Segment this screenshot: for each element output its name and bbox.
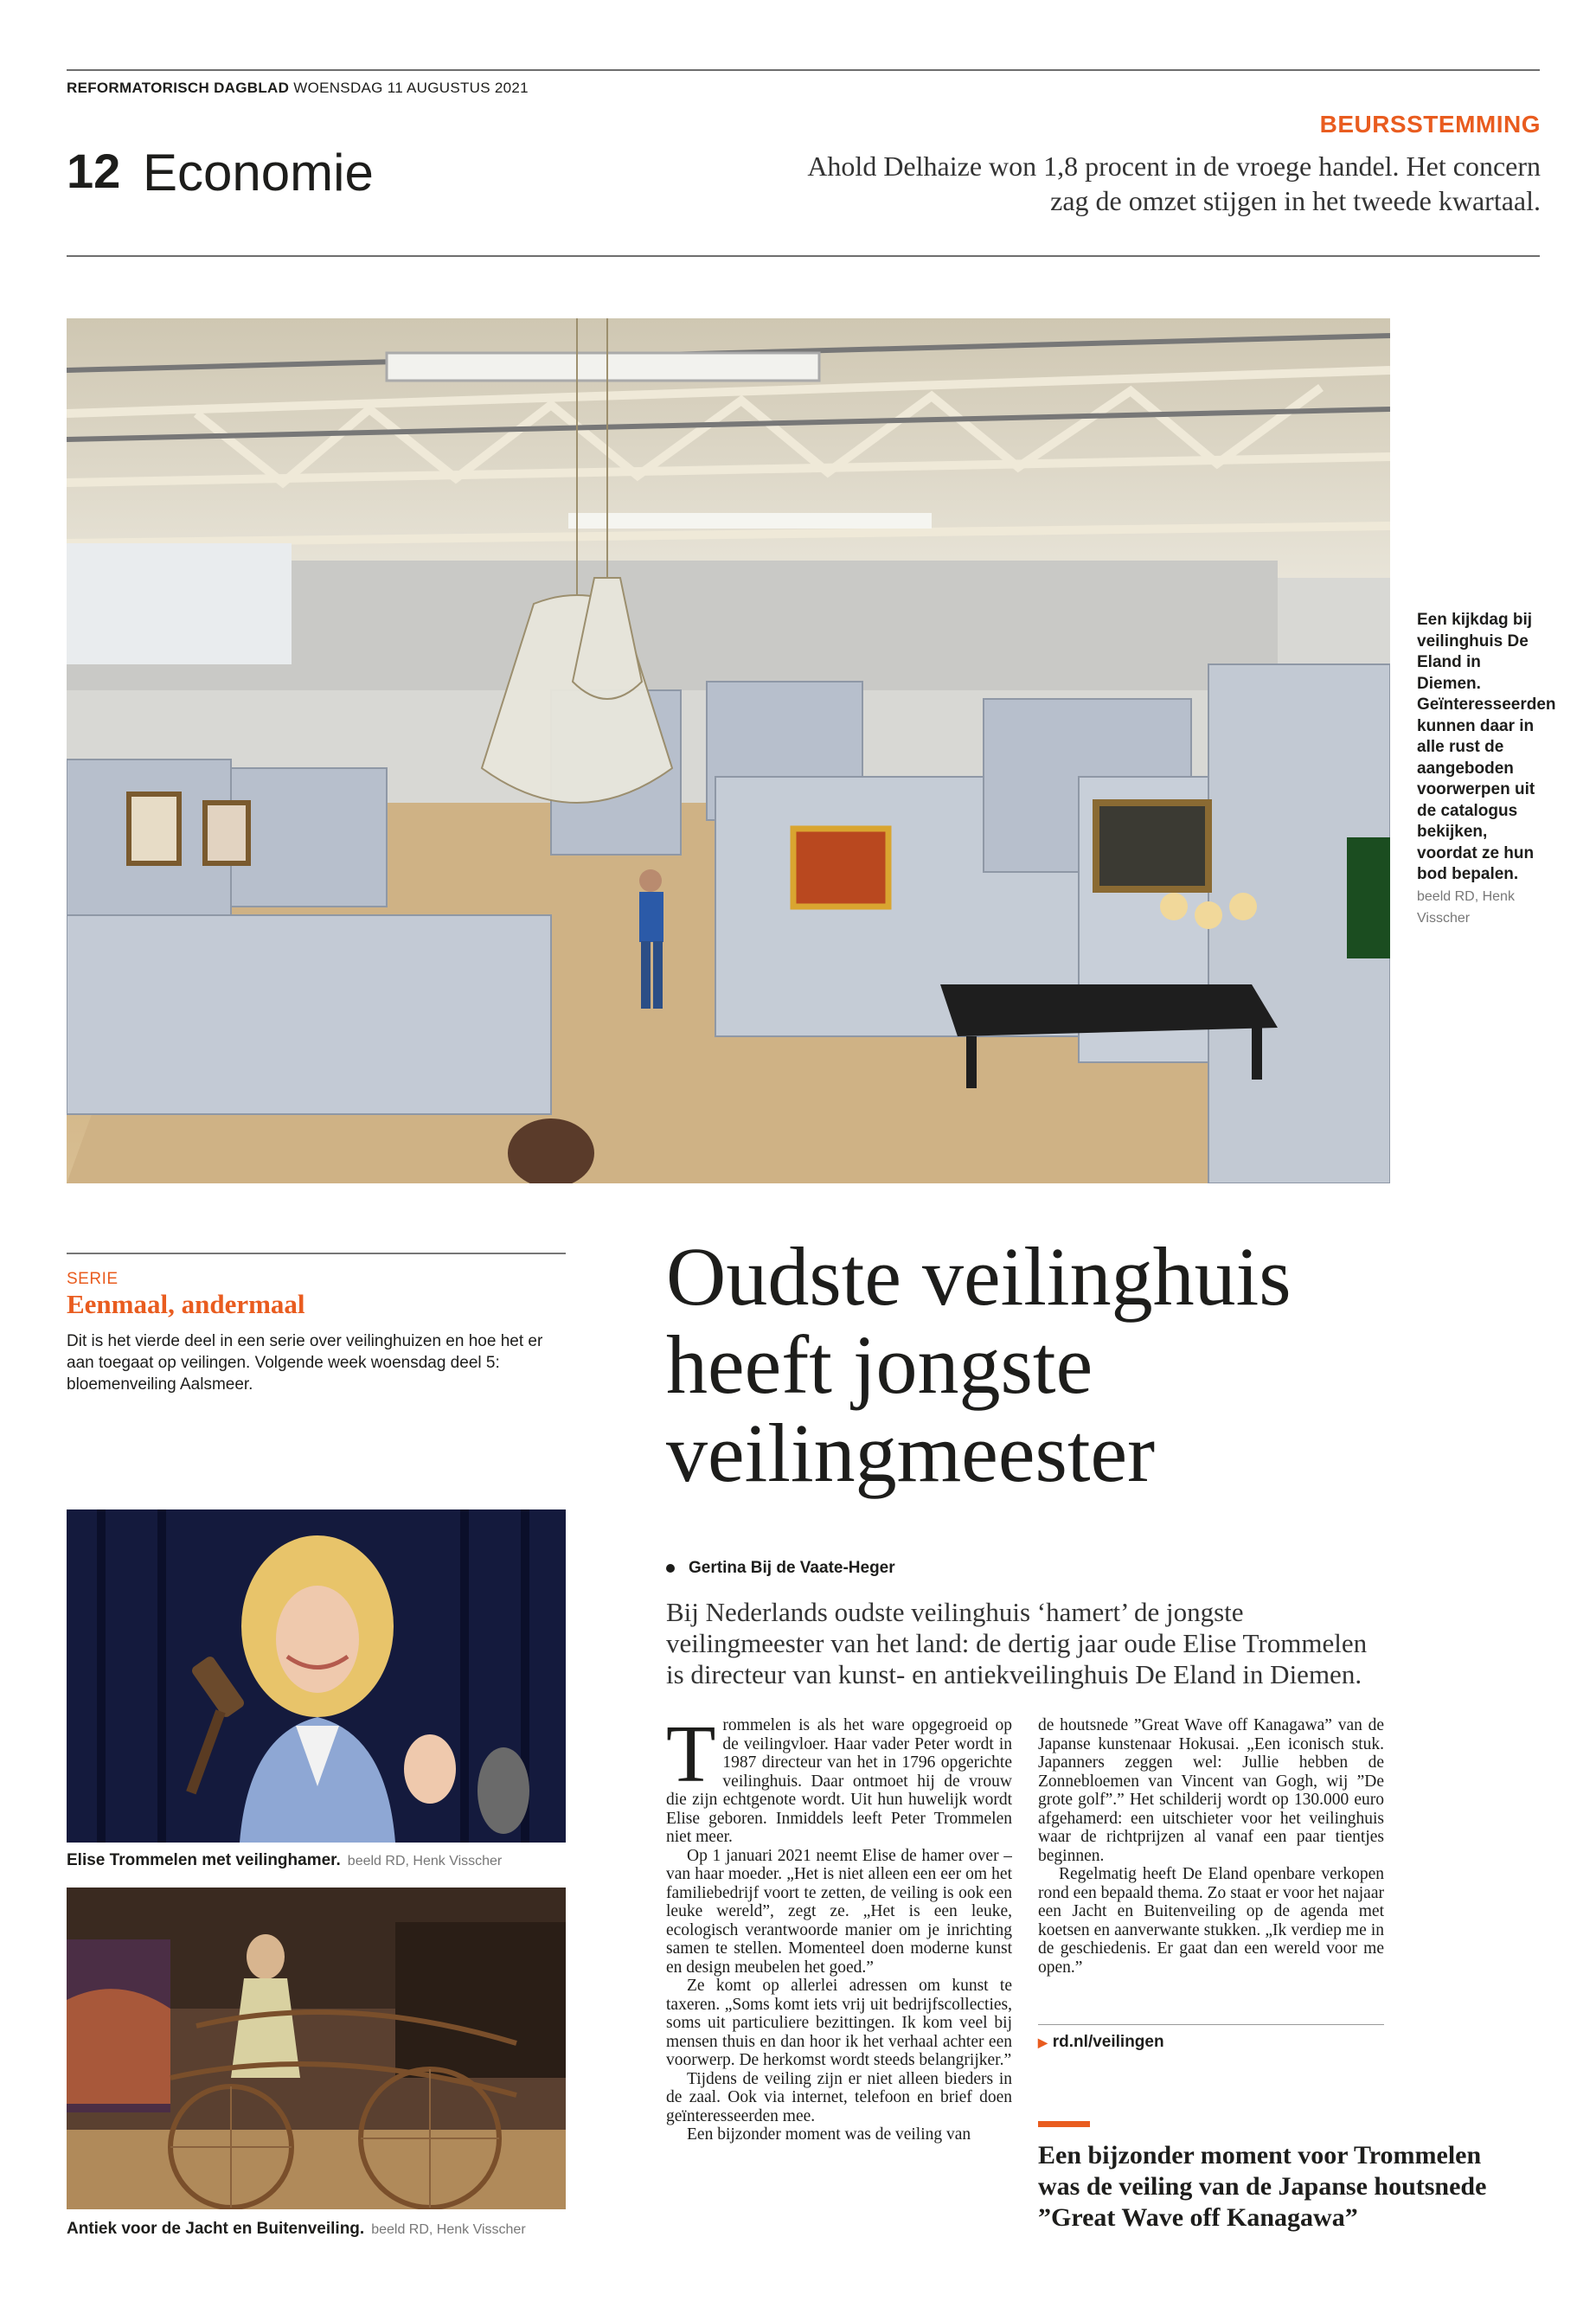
author: Gertina Bij de Vaate-Heger: [689, 1559, 895, 1577]
link-rule: [1038, 2024, 1384, 2025]
beursstemming-text: Ahold Delhaize won 1,8 procent in de vroege handel. Het concern zag de omzet stijgen in het tweede kwartaal.: [807, 151, 1541, 216]
antique-caption: [67, 2220, 526, 2239]
paragraph: Tijdens de veiling zijn er niet alleen bieders in de zaal. Ook via internet, telefoon en brief doen geïnteresseerden mee.: [666, 2069, 1012, 2125]
paragraph: Op 1 januari 2021 neemt Elise de hamer over – van haar moeder. „Het is niet alleen een eer om het familiebedrijf voort te zetten, de veiling is ook een leuke wereld”, zegt ze. „Het is een leuke, ecologisch verantwoorde manier om je inrichting samen te stellen. Momenteel doen moderne kunst en design meubelen het goed.”: [666, 1846, 1012, 1977]
portrait-caption: [67, 1851, 502, 1870]
portrait-credit: beeld RD, Henk Visscher: [347, 1854, 503, 1868]
beursstemming-label: BEURSSTEMMING: [1319, 111, 1541, 138]
dropcap: T: [666, 1716, 716, 1799]
pull-quote: Een bijzonder moment voor Trommelen was de veiling van de Japanse houtsnede ”Great Wave off Kanagawa”: [1038, 2141, 1487, 2232]
masthead: [67, 80, 529, 97]
antique-credit: beeld RD, Henk Visscher: [371, 2222, 526, 2237]
bullet-icon: [666, 1564, 675, 1573]
serie-rule: [67, 1253, 566, 1254]
byline: [666, 1559, 895, 1578]
issue-date: WOENSDAG 11 AUGUSTUS 2021: [293, 80, 529, 96]
top-rule: [67, 69, 1540, 71]
serie-text: Dit is het vierde deel in een serie over veilinghuizen en hoe het er aan toegaat op veilingen. Volgende week woensdag deel 5: bloemenveiling Aalsmeer.: [67, 1332, 543, 1394]
antique-photo: [67, 1888, 566, 2209]
serie-title: Eenmaal, andermaal: [67, 1289, 305, 1319]
section-title: Economie: [143, 144, 374, 202]
article-column-2: [1038, 1716, 1384, 2002]
portrait-photo: [67, 1509, 566, 1843]
elise-trommelen-image: [67, 1509, 566, 1843]
arrow-right-icon: ▶: [1038, 2035, 1048, 2049]
main-photo-credit: beeld RD, Henk Visscher: [1417, 888, 1515, 926]
antique-carriage-image: [67, 1888, 566, 2209]
quote-accent-bar: [1038, 2121, 1090, 2127]
article-headline: Oudste veilinghuis heeft jongste veilingmeester: [666, 1230, 1292, 1499]
web-link[interactable]: [1038, 2033, 1164, 2052]
article-column-1: [666, 1716, 1012, 2201]
paragraph: Regelmatig heeft De Eland openbare verkopen rond een bepaald thema. Zo staat er voor het najaar een Jacht en Buitenveiling op de agenda met koetsen en aanverwante stukken. „Ik verdiep me in de geschiedenis. Er gaat dan een wereld voor me open.”: [1038, 1865, 1384, 1977]
main-photo-caption: [1417, 610, 1556, 930]
antique-caption-text: Antiek voor de Jacht en Buitenveiling.: [67, 2220, 365, 2238]
portrait-caption-text: Elise Trommelen met veilinghamer.: [67, 1851, 341, 1869]
paragraph: de houtsnede ”Great Wave off Kanagawa” van de Japanse kunstenaar Hokusai. „Een iconisch stuk. Japanners zeggen wel: Jullie hebben de Zonnebloemen van Vincent van Gogh, wij ”De grote golf”.” Het schilderij wordt op 130.000 euro afgehamerd: een uitschieter voor het veilinghuis waar de richtprijzen al vanaf een paar tientjes beginnen.: [1038, 1716, 1384, 1865]
web-link-text[interactable]: rd.nl/veilingen: [1052, 2033, 1164, 2051]
paragraph: Een bijzonder moment was de veiling van: [687, 2125, 971, 2144]
paragraph: Ze komt op allerlei adressen om kunst te taxeren. „Soms komt iets vrij uit bedrijfscollecties, soms uit particuliere bezittingen. Ik kom veel bij mensen thuis en dan hoor ik het verhaal achter een voorwerp. De herkomst wordt steeds belangrijker.”: [666, 1977, 1012, 2069]
article-intro: Bij Nederlands oudste veilinghuis ‘hamert’ de jongste veilingmeester van het land: de dertig jaar oude Elise Trommelen is directeur van kunst- en antiekveilinghuis De Eland in Diemen.: [666, 1597, 1368, 1689]
serie-label: SERIE: [67, 1270, 119, 1288]
paragraph: rommelen is als het ware opgegroeid op de veilingvloer. Haar vader Peter wordt in 1987 directeur van het in 1796 opgerichte veilinghuis. Daar ontmoet hij de vrouw die zijn echtgenote wordt. Uit hun huwelijk wordt Elise geboren. Inmiddels leeft Peter Trommelen niet meer.: [666, 1716, 1012, 1846]
page-number: 12: [67, 144, 121, 198]
header-rule: [67, 255, 1540, 257]
auction-hall-image: [67, 318, 1390, 1183]
main-photo: [67, 318, 1390, 1183]
main-photo-caption-text: Een kijkdag bij veilinghuis De Eland in Diemen. Geïnteresseerden kunnen daar in alle rust de aangeboden voorwerpen uit de catalogus bekijken, voordat ze hun bod bepalen.: [1417, 611, 1556, 883]
newspaper-name: REFORMATORISCH DAGBLAD: [67, 80, 290, 96]
